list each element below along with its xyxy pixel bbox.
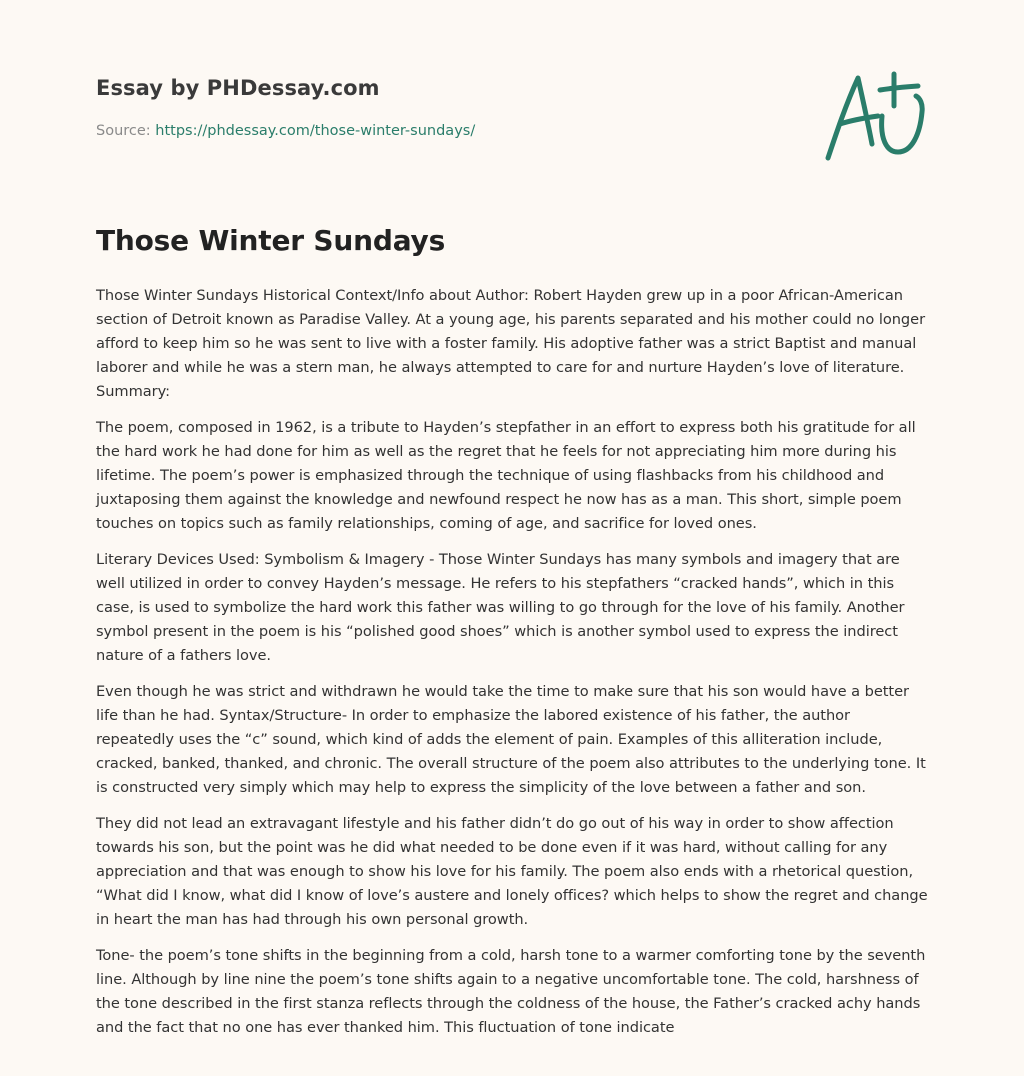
essay-body bbox=[96, 284, 930, 1052]
essay-paragraph: Literary Devices Used: Symbolism & Imagery - Those Winter Sundays has many symbols and imagery that are well utilized in order to convey Hayden’s message. He refers to his stepfathers “cracked hands”, which in this case, is used to symbolize the hard work this father was willing to go through for the love of his family. Another symbol present in the poem is his “polished good shoes” which is another symbol used to express the indirect nature of a fathers love. bbox=[96, 551, 905, 664]
essay-paragraph: Tone- the poem’s tone shifts in the beginning from a cold, harsh tone to a warmer comforting tone by the seventh line. Although by line nine the poem’s tone shifts again to a negative uncomfortable tone. The cold, harshness of the tone described in the first stanza reflects through the coldness of the house, the Father’s cracked achy hands and the fact that no one has ever thanked him. This fluctuation of tone indicate bbox=[96, 947, 926, 1036]
a-plus-grade-icon bbox=[822, 68, 928, 164]
source-link[interactable]: https://phdessay.com/those-winter-sundays/ bbox=[155, 123, 476, 139]
essay-paragraph: Even though he was strict and withdrawn he would take the time to make sure that his son would have a better life than he had. Syntax/Structure- In order to emphasize the labored existence of his father, the author repeatedly uses the “c” sound, which kind of adds the element of pain. Examples of this alliteration include, cracked, banked, thanked, and chronic. The overall structure of the poem also attributes to the underlying tone. It is constructed very simply which may help to express the simplicity of the love between a father and son. bbox=[96, 683, 926, 796]
brand-title: Essay by PHDessay.com bbox=[96, 76, 380, 100]
essay-paragraph: Those Winter Sundays Historical Context/Info about Author: Robert Hayden grew up in a poor African-American section of Detroit known as Paradise Valley. At a young age, his parents separated and his mother could no longer afford to keep him so he was sent to live with a foster family. His adoptive father was a strict Baptist and manual laborer and while he was a stern man, he always attempted to care for and nurture Hayden’s love of literature. Summary: bbox=[96, 287, 926, 400]
source-line bbox=[96, 123, 796, 139]
essay-title: Those Winter Sundays bbox=[96, 224, 446, 257]
site-header bbox=[96, 76, 796, 139]
essay-paragraph: The poem, composed in 1962, is a tribute to Hayden’s stepfather in an effort to express both his gratitude for all the hard work he had done for him as well as the regret that he feels for not appreciating him more during his lifetime. The poem’s power is emphasized through the technique of using flashbacks from his childhood and juxtaposing them against the knowledge and newfound respect he now has as a man. This short, simple poem touches on topics such as family relationships, coming of age, and sacrifice for loved ones. bbox=[96, 419, 916, 532]
source-label: Source: bbox=[96, 123, 156, 139]
essay-paragraph: They did not lead an extravagant lifestyle and his father didn’t do go out of his way in order to show affection towards his son, but the point was he did what needed to be done even if it was hard, without calling for any appreciation and that was enough to show his love for his family. The poem also ends with a rhetorical question, “What did I know, what did I know of love’s austere and lonely offices? which helps to show the regret and change in heart the man has had through his own personal growth. bbox=[96, 815, 928, 928]
